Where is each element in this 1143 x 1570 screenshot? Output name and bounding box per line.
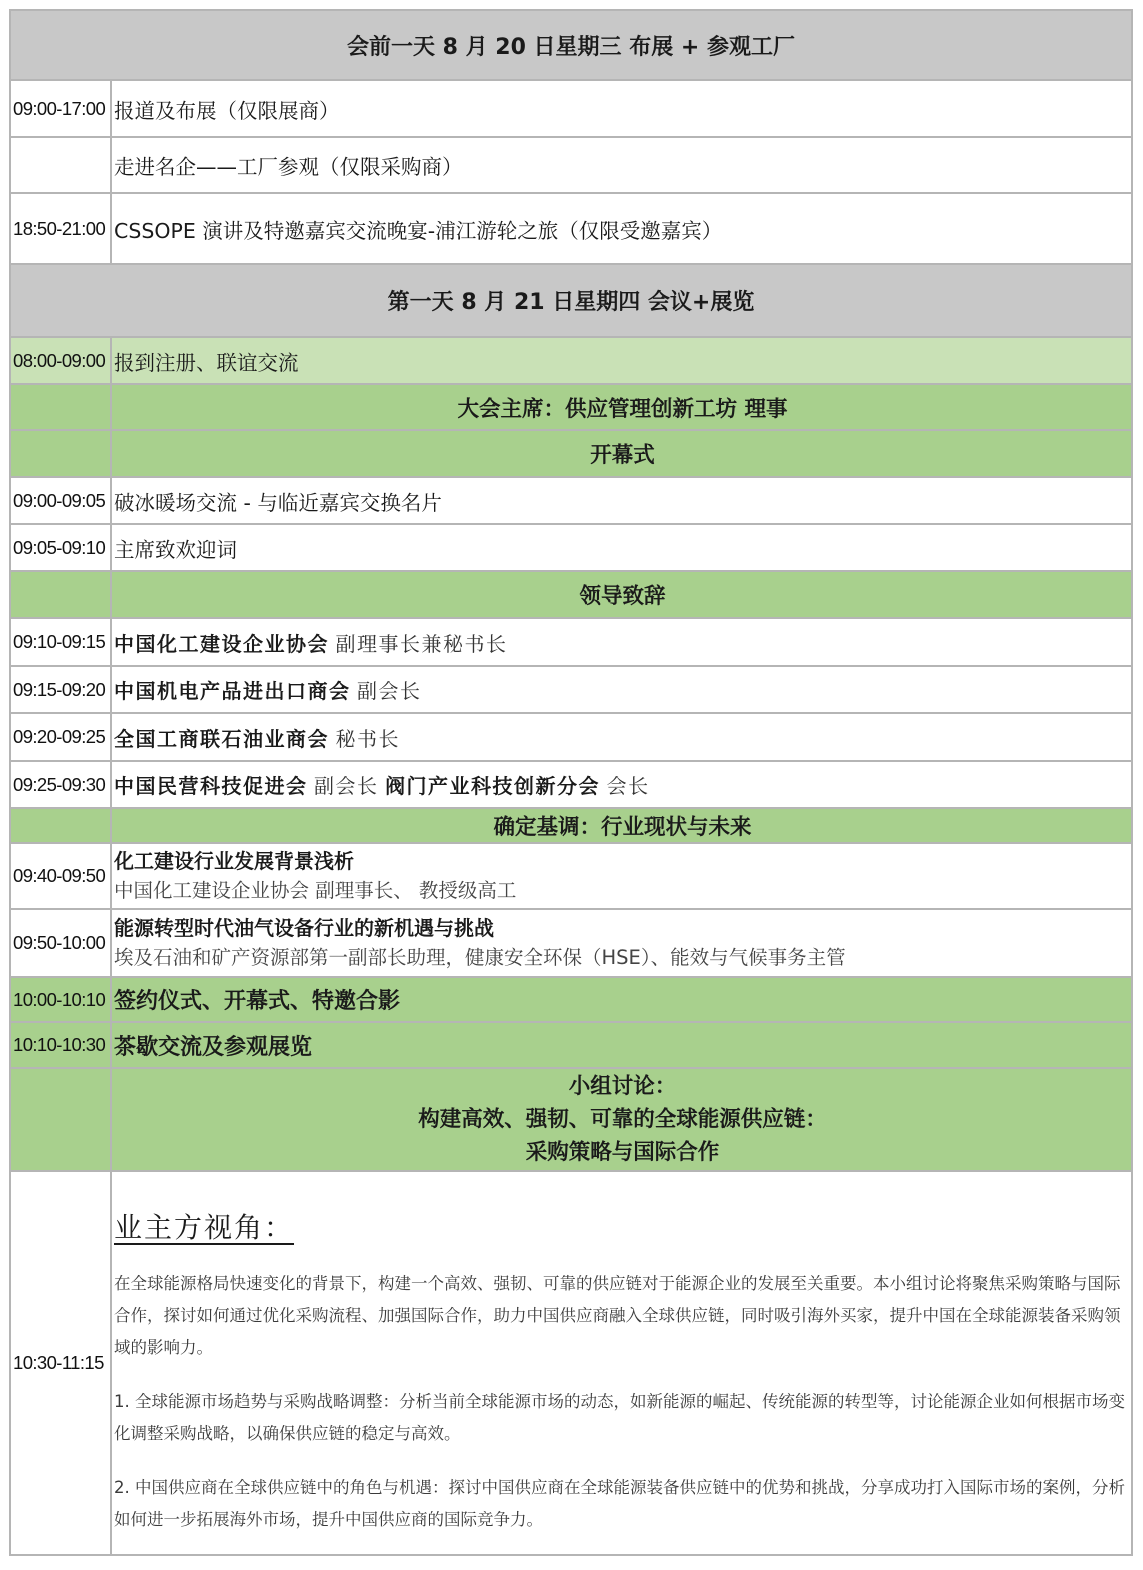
topic-paragraph: 2. 中国供应商在全球供应链中的角色与机遇：探讨中国供应商在全球能源装备供应链中的优势和挑战，分享成功打入国际市场的案例，分析如何进一步拓展海外市场，提升中国供应商的国际竞争力。: [114, 1478, 1125, 1529]
leader-cell: [111, 666, 1132, 713]
item-text: 报道及布展（仅限展商）: [111, 80, 1132, 137]
day1-header-row: [10, 264, 1132, 337]
org-name: 中国民营科技促进会: [114, 774, 308, 798]
item-text: 报到注册、联谊交流: [111, 337, 1132, 384]
item-text: 茶歇交流及参观展览: [111, 1022, 1132, 1068]
time-cell: 18:50-21:00: [10, 193, 111, 264]
time-cell: [10, 137, 111, 193]
role-title: 副会长: [314, 774, 379, 798]
tea-break-row: [10, 1022, 1132, 1068]
talk-speaker: 中国化工建设企业协会 副理事长、 教授级高工: [114, 879, 517, 902]
topic-paragraph: 1. 全球能源市场趋势与采购战略调整：分析当前全球能源市场的动态，如新能源的崛起、传统能源的转型等，讨论能源企业如何根据市场变化调整采购战略，以确保供应链的稳定与高效。: [114, 1392, 1125, 1443]
day1-header: 第一天 8 月 21 日星期四 会议+展览: [10, 264, 1132, 337]
signing-row: [10, 977, 1132, 1022]
time-cell: [10, 430, 111, 477]
time-cell: 10:00-10:10: [10, 977, 111, 1022]
schedule-row: [10, 80, 1132, 137]
schedule-row: [10, 477, 1132, 524]
item-text: 主席致欢迎词: [111, 524, 1132, 571]
keynote-title: 确定基调：行业现状与未来: [111, 808, 1132, 843]
item-text: 走进名企——工厂参观（仅限采购商）: [111, 137, 1132, 193]
role-title: 副会长: [357, 679, 422, 703]
section-heading: 业主方视角：: [114, 1211, 295, 1244]
schedule-row: [10, 137, 1132, 193]
time-cell: 09:15-09:20: [10, 666, 111, 713]
time-cell: 09:05-09:10: [10, 524, 111, 571]
time-cell: [10, 1068, 111, 1171]
talk-title: 化工建设行业发展背景浅析: [114, 849, 354, 873]
role-title: 副理事长兼秘书长: [335, 631, 508, 656]
leader-row: [10, 618, 1132, 666]
time-cell: [10, 808, 111, 843]
time-cell: 09:10-09:15: [10, 618, 111, 666]
item-text: CSSOPE 演讲及特邀嘉宾交流晚宴-浦江游轮之旅（仅限受邀嘉宾）: [111, 193, 1132, 264]
talk-row: [10, 909, 1132, 977]
opening-row: [10, 430, 1132, 477]
time-cell: 09:50-10:00: [10, 909, 111, 977]
agenda-table: [9, 9, 1133, 1556]
talk-row: [10, 843, 1132, 909]
org-name: 中国机电产品进出口商会: [114, 679, 351, 703]
opening-title: 开幕式: [111, 430, 1132, 477]
time-cell: 10:30-11:15: [10, 1171, 111, 1555]
panel-title-line: 采购策略与国际合作: [525, 1140, 720, 1165]
pre-day-header-row: [10, 10, 1132, 80]
chair-title: 大会主席：供应管理创新工坊 理事: [111, 384, 1132, 430]
talk-cell: [111, 909, 1132, 977]
time-cell: [10, 571, 111, 618]
role-title-secondary: 会长: [606, 774, 650, 798]
leader-cell: [111, 618, 1132, 666]
time-cell: [10, 384, 111, 430]
pre-day-header: 会前一天 8 月 20 日星期三 布展 + 参观工厂: [10, 10, 1132, 80]
talk-speaker: 埃及石油和矿产资源部第一副部长助理，健康安全环保（HSE）、能效与气候事务主管: [114, 946, 846, 969]
owner-perspective-row: [10, 1171, 1132, 1555]
leaders-title-row: [10, 571, 1132, 618]
org-name: 全国工商联石油业商会: [114, 726, 329, 751]
time-cell: 09:20-09:25: [10, 713, 111, 761]
schedule-row: [10, 193, 1132, 264]
chair-row: [10, 384, 1132, 430]
role-title: 秘书长: [335, 726, 401, 751]
talk-title: 能源转型时代油气设备行业的新机遇与挑战: [114, 916, 494, 940]
leaders-title: 领导致辞: [111, 571, 1132, 618]
time-cell: 09:25-09:30: [10, 761, 111, 808]
panel-title-row: [10, 1068, 1132, 1171]
time-cell: 09:00-17:00: [10, 80, 111, 137]
org-name: 中国化工建设企业协会: [114, 631, 329, 656]
intro-paragraph: 在全球能源格局快速变化的背景下，构建一个高效、强韧、可靠的供应链对于能源企业的发展至关重要。本小组讨论将聚焦采购策略与国际合作，探讨如何通过优化采购流程、加强国际合作，助力中国供应商融入全球供应链，同时吸引海外买家，提升中国在全球能源装备采购领域的影响力。: [114, 1274, 1121, 1357]
time-cell: 08:00-09:00: [10, 337, 111, 384]
org-name-secondary: 阀门产业科技创新分会: [385, 774, 601, 798]
leader-row: [10, 666, 1132, 713]
keynote-title-row: [10, 808, 1132, 843]
item-text: 签约仪式、开幕式、特邀合影: [111, 977, 1132, 1022]
time-cell: 09:00-09:05: [10, 477, 111, 524]
leader-row: [10, 761, 1132, 808]
leader-row: [10, 713, 1132, 761]
owner-perspective-cell: [111, 1171, 1132, 1555]
talk-cell: [111, 843, 1132, 909]
panel-title-line: 构建高效、强韧、可靠的全球能源供应链：: [418, 1107, 827, 1132]
leader-cell: [111, 713, 1132, 761]
schedule-row: [10, 524, 1132, 571]
panel-title: [111, 1068, 1132, 1171]
time-cell: 10:10-10:30: [10, 1022, 111, 1068]
leader-cell: [111, 761, 1132, 808]
panel-title-line: 小组讨论：: [568, 1074, 677, 1099]
time-cell: 09:40-09:50: [10, 843, 111, 909]
item-text: 破冰暖场交流 - 与临近嘉宾交换名片: [111, 477, 1132, 524]
registration-row: [10, 337, 1132, 384]
